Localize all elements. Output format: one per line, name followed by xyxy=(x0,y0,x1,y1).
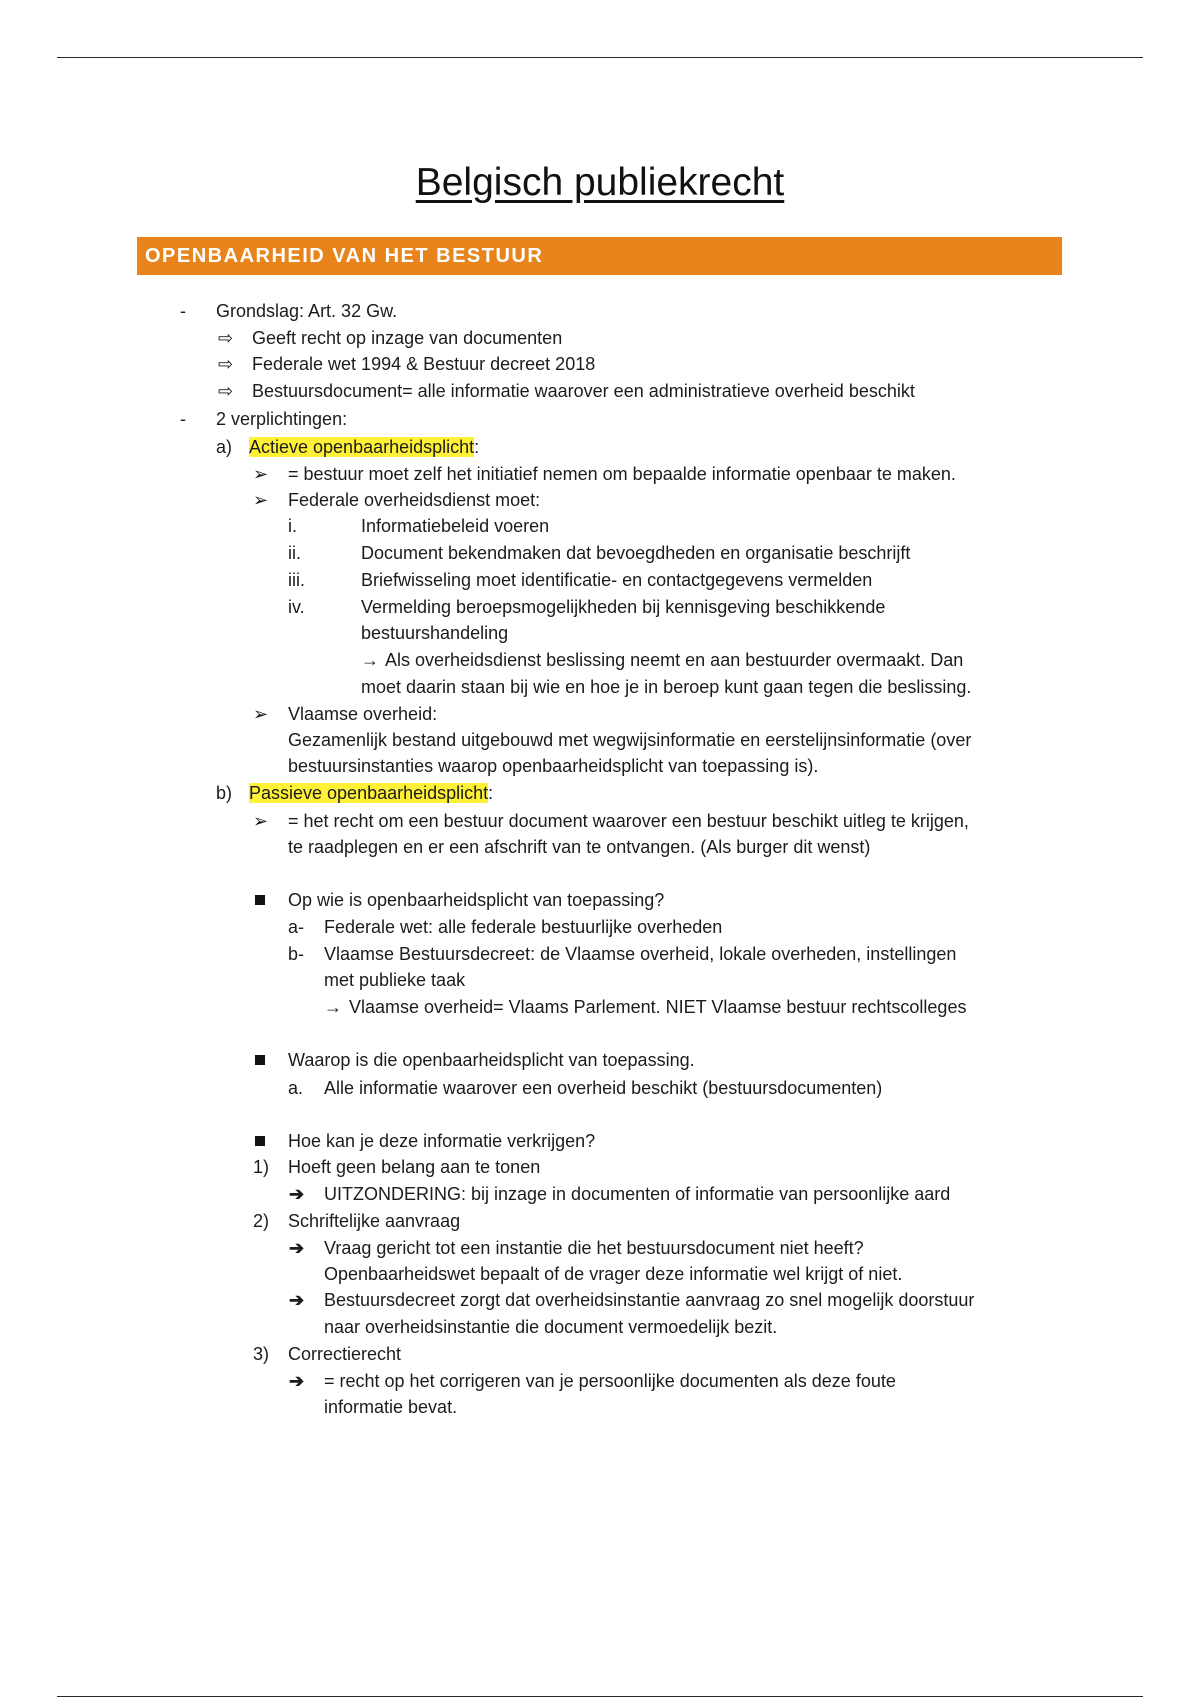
answer-note: UITZONDERING: bij inzage in documenten of informatie van persoonlijke aard xyxy=(324,1184,951,1204)
arrow-right-icon: → xyxy=(324,997,342,1017)
actieve-point-text: Gezamenlijk bestand uitgebouwd met wegwijsinformatie en eerstelijnsinformatie (over xyxy=(288,730,972,750)
answer-note: Vraag gericht tot een instantie die het bestuursdocument niet heeft? xyxy=(324,1238,864,1258)
bold-arrow-icon: ➔ xyxy=(289,1371,305,1391)
answer-item: Alle informatie waarover een overheid beschikt (bestuursdocumenten) xyxy=(324,1078,883,1098)
grondslag-item: Geeft recht op inzage van documenten xyxy=(252,328,563,348)
actieve-heading: Actieve openbaarheidsplicht: xyxy=(249,437,480,457)
grondslag-line: Grondslag: Art. 32 Gw. xyxy=(216,301,398,321)
bold-arrow-icon: ➔ xyxy=(289,1290,305,1310)
roman-item: Informatiebeleid voeren xyxy=(361,516,550,536)
square-bullet-icon xyxy=(255,895,265,905)
page-title: Belgisch publiekrecht xyxy=(415,161,785,204)
answer-item: Correctierecht xyxy=(288,1344,402,1364)
highlighted-term: Passieve openbaarheidsplicht xyxy=(249,783,489,803)
number-label: 2) xyxy=(253,1211,270,1231)
roman-item: Vermelding beroepsmogelijkheden bij kennisgeving beschikkende xyxy=(361,597,886,617)
arrowhead-bullet-icon: ➢ xyxy=(253,490,269,510)
bottom-rule xyxy=(57,1696,1143,1697)
roman-numeral: i. xyxy=(288,516,297,536)
actieve-point-text: bestuursinstanties waarop openbaarheidsplicht van toepassing is). xyxy=(288,756,819,776)
grondslag-item: Federale wet 1994 & Bestuur decreet 2018 xyxy=(252,354,596,374)
arrowhead-bullet-icon: ➢ xyxy=(253,464,269,484)
passieve-heading: Passieve openbaarheidsplicht: xyxy=(249,783,494,803)
dash-bullet: - xyxy=(180,301,186,321)
bold-arrow-icon: ➔ xyxy=(289,1238,305,1258)
arrowhead-bullet-icon: ➢ xyxy=(253,811,269,831)
highlighted-term: Actieve openbaarheidsplicht xyxy=(249,437,475,457)
top-rule xyxy=(57,57,1143,58)
letter-label: a- xyxy=(288,917,305,937)
arrowhead-bullet-icon: ➢ xyxy=(253,704,269,724)
letter-label: a. xyxy=(288,1078,304,1098)
actieve-point: Federale overheidsdienst moet: xyxy=(288,490,541,510)
actieve-point: Vlaamse overheid: xyxy=(288,704,438,724)
answer-note: Vlaamse overheid= Vlaams Parlement. NIET Vlaamse bestuur rechtscolleges xyxy=(349,997,967,1017)
square-bullet-icon xyxy=(255,1055,265,1065)
actieve-point: = bestuur moet zelf het initiatief nemen om bepaalde informatie openbaar te maken. xyxy=(288,464,956,484)
grondslag-item: Bestuursdocument= alle informatie waarover een administratieve overheid beschikt xyxy=(252,381,915,401)
hollow-arrow-icon: ⇨ xyxy=(218,381,234,401)
answer-item: met publieke taak xyxy=(324,970,466,990)
question-heading: Op wie is openbaarheidsplicht van toepassing? xyxy=(288,890,665,910)
square-bullet-icon xyxy=(255,1136,265,1146)
answer-item: Schriftelijke aanvraag xyxy=(288,1211,461,1231)
roman-numeral: iii. xyxy=(288,570,305,590)
roman-item-continuation: bestuurshandeling xyxy=(361,623,509,643)
hollow-arrow-icon: ⇨ xyxy=(218,354,234,374)
item-label-b: b) xyxy=(216,783,233,803)
answer-note: naar overheidsinstantie die document vermoedelijk bezit. xyxy=(324,1317,778,1337)
roman-numeral: ii. xyxy=(288,543,301,563)
answer-note: Openbaarheidswet bepaalt of de vrager deze informatie wel krijgt of niet. xyxy=(324,1264,903,1284)
section-heading: OPENBAARHEID VAN HET BESTUUR xyxy=(137,237,1062,275)
answer-item: Vlaamse Bestuursdecreet: de Vlaamse overheid, lokale overheden, instellingen xyxy=(324,944,957,964)
answer-item: Hoeft geen belang aan te tonen xyxy=(288,1157,541,1177)
bold-arrow-icon: ➔ xyxy=(289,1184,305,1204)
roman-numeral: iv. xyxy=(288,597,305,617)
passieve-point: te raadplegen en er een afschrift van te ontvangen. (Als burger dit wenst) xyxy=(288,837,871,857)
roman-item: Briefwisseling moet identificatie- en contactgegevens vermelden xyxy=(361,570,873,590)
roman-item: Document bekendmaken dat bevoegdheden en organisatie beschrijft xyxy=(361,543,911,563)
question-heading: Hoe kan je deze informatie verkrijgen? xyxy=(288,1131,596,1151)
number-label: 3) xyxy=(253,1344,270,1364)
answer-note: = recht op het corrigeren van je persoonlijke documenten als deze foute xyxy=(324,1371,896,1391)
answer-note: Bestuursdecreet zorgt dat overheidsinstantie aanvraag zo snel mogelijk doorstuur xyxy=(324,1290,975,1310)
hollow-arrow-icon: ⇨ xyxy=(218,328,234,348)
number-label: 1) xyxy=(253,1157,270,1177)
passieve-point: = het recht om een bestuur document waarover een bestuur beschikt uitleg te krijgen, xyxy=(288,811,969,831)
item-label-a: a) xyxy=(216,437,233,457)
dash-bullet: - xyxy=(180,409,186,429)
arrow-right-icon: → xyxy=(361,650,379,670)
letter-label: b- xyxy=(288,944,305,964)
question-heading: Waarop is die openbaarheidsplicht van toepassing. xyxy=(288,1050,695,1070)
roman-note: Als overheidsdienst beslissing neemt en aan bestuurder overmaakt. Dan xyxy=(385,650,964,670)
verplichtingen-line: 2 verplichtingen: xyxy=(216,409,348,429)
answer-item: Federale wet: alle federale bestuurlijke overheden xyxy=(324,917,723,937)
roman-note: moet daarin staan bij wie en hoe je in beroep kunt gaan tegen die beslissing. xyxy=(361,677,972,697)
answer-note: informatie bevat. xyxy=(324,1397,458,1417)
